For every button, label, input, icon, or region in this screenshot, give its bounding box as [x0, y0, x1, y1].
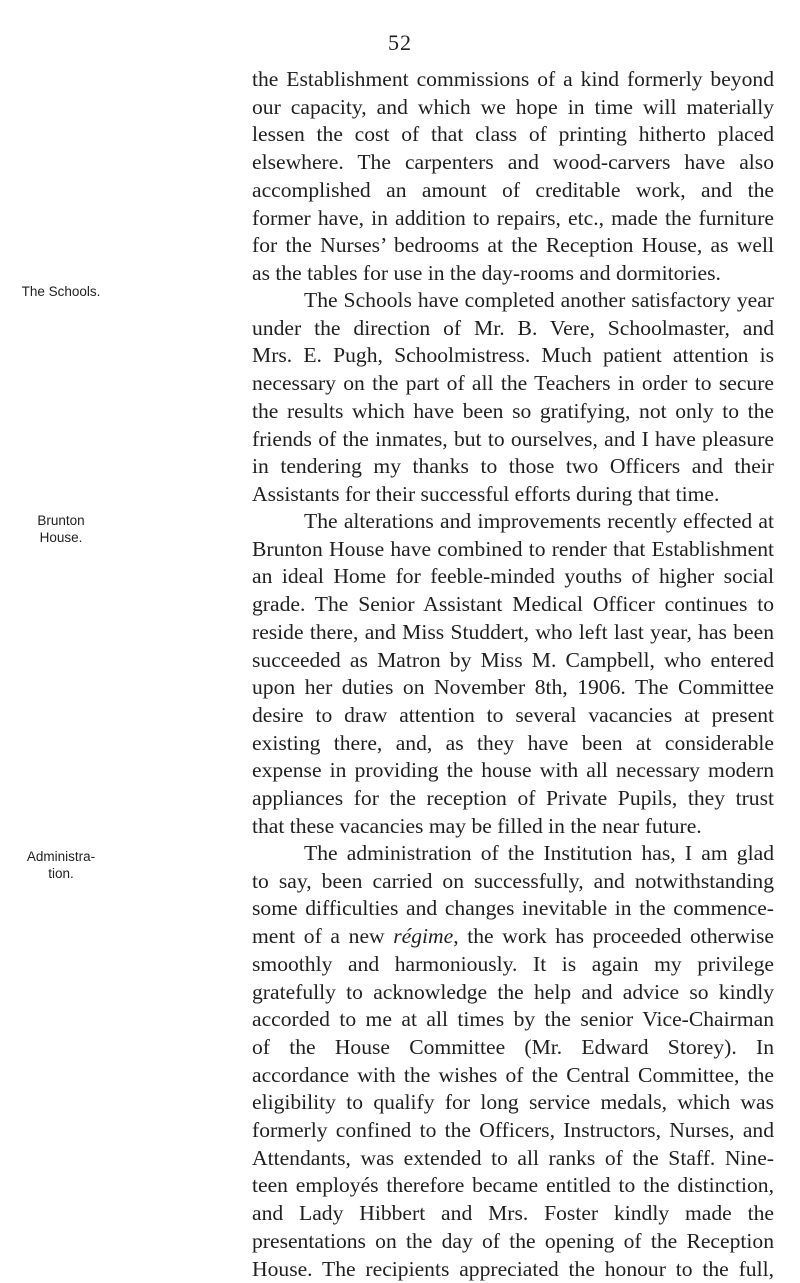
sidenote-administration-line2: tion.: [48, 866, 74, 881]
text-line: House. The recipients appreciated the honour to the full,: [252, 1256, 774, 1281]
text-line: teen employés therefore became entitled to the distinction,: [252, 1173, 774, 1198]
text-line: reside there, and Miss Studdert, who left last year, has been: [252, 619, 774, 644]
paragraph-brunton-house: [252, 508, 774, 840]
sidenote-brunton-line2: House.: [39, 530, 83, 545]
text-line: the Establishment commissions of a kind formerly beyond: [252, 67, 774, 91]
sidenote-administration-line1: Administra-: [26, 849, 96, 864]
text-line: as the tables for use in the day-rooms and dormitories.: [252, 260, 721, 285]
text-line: lessen the cost of that class of printing hitherto placed: [252, 122, 774, 147]
text-line: an ideal Home for feeble-minded youths of higher social: [252, 564, 774, 589]
text-line: grade. The Senior Assistant Medical Officer continues to: [252, 592, 774, 617]
text-line: accomplished an amount of creditable work, and the: [252, 177, 774, 202]
text-line: elsewhere. The carpenters and wood-carvers have also: [252, 150, 774, 175]
text-line: The Schools have completed another satisfactory year: [304, 288, 774, 312]
text-line: desire to draw attention to several vacancies at present: [252, 702, 774, 727]
text-line: expense in providing the house with all necessary modern: [252, 758, 774, 783]
text-line: eligibility to qualify for long service medals, which was: [252, 1090, 774, 1115]
text-line: in tendering my thanks to those two Officers and their: [252, 454, 774, 479]
text-line: smoothly and harmoniously. It is again my privilege: [252, 951, 774, 976]
text-line: accordance with the wishes of the Central Committee, the: [252, 1062, 774, 1087]
text-line: presentations on the day of the opening of the Reception: [252, 1228, 774, 1253]
text-line: the results which have been so gratifying, not only to the: [252, 398, 774, 423]
sidenote-brunton-line1: Brunton: [37, 513, 85, 528]
sidenote-brunton-house: [14, 512, 108, 546]
text-line: appliances for the reception of Private Pupils, they trust: [252, 786, 774, 811]
text-line: Attendants, was extended to all ranks of the Staff. Nine-: [252, 1145, 774, 1170]
text-line: friends of the inmates, but to ourselves, and I have pleasure: [252, 426, 774, 451]
sidenote-schools-text: The Schools.: [21, 284, 101, 299]
paragraph-schools: [252, 287, 774, 509]
text-line: The alterations and improvements recently effected at: [304, 509, 774, 533]
italic-regime: régime: [393, 924, 454, 949]
text-line: formerly confined to the Officers, Instructors, Nurses, and: [252, 1118, 774, 1143]
page-number: 52: [388, 30, 412, 55]
sidenote-administration: [14, 848, 108, 882]
text-line: that these vacancies may be filled in the near future.: [252, 813, 702, 838]
text-line: under the direction of Mr. B. Vere, Schoolmaster, and: [252, 315, 774, 340]
text-line: Brunton House have combined to render that Establishment: [252, 536, 774, 561]
text-line: of the House Committee (Mr. Edward Storey). In: [252, 1034, 774, 1059]
text-line: former have, in addition to repairs, etc., made the furniture: [252, 205, 774, 230]
text-line: necessary on the part of all the Teachers in order to secure: [252, 371, 774, 396]
text-line: and Lady Hibbert and Mrs. Foster kindly made the: [252, 1201, 774, 1226]
text-line: accorded to me at all times by the senior Vice-Chairman: [252, 1007, 774, 1032]
text-line: The administration of the Institution has, I am glad: [304, 841, 774, 865]
text-line: Assistants for their successful efforts during that time.: [252, 481, 720, 506]
text-line: succeeded as Matron by Miss M. Campbell, who entered: [252, 647, 774, 672]
text-line: some difficulties and changes inevitable in the commence-: [252, 896, 774, 921]
paragraph-establishment-continued: [252, 66, 774, 288]
sidenote-schools: [14, 283, 108, 300]
paragraph-administration: [252, 840, 774, 1283]
text-line: gratefully to acknowledge the help and advice so kindly: [252, 979, 774, 1004]
text-line: Mrs. E. Pugh, Schoolmistress. Much patient attention is: [252, 343, 774, 368]
text-line: to say, been carried on successfully, and notwithstanding: [252, 868, 774, 893]
text-fragment: , the work has proceeded otherwise: [453, 924, 774, 949]
text-line: upon her duties on November 8th, 1906. The Committee: [252, 675, 774, 700]
text-line: existing there, and, as they have been at considerable: [252, 730, 774, 755]
text-line: our capacity, and which we hope in time will materially: [252, 94, 774, 119]
text-fragment: ment of a new: [252, 924, 394, 949]
text-line: [252, 923, 774, 951]
text-line: for the Nurses’ bedrooms at the Reception House, as well: [252, 233, 774, 258]
